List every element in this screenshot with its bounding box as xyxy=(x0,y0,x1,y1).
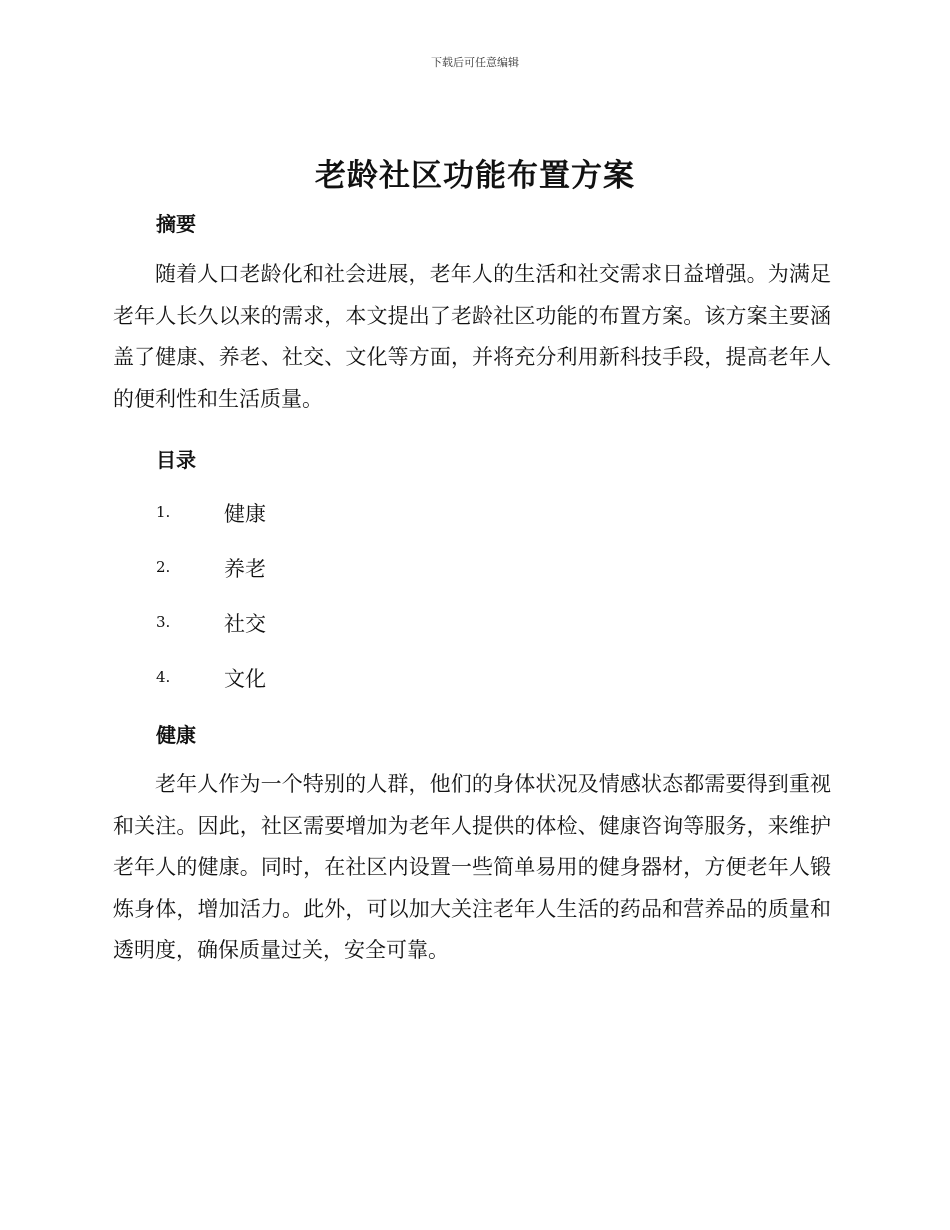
toc-item-number: 1. xyxy=(156,503,171,521)
toc-item-number: 2. xyxy=(156,558,171,576)
health-heading: 健康 xyxy=(156,723,196,747)
page-header: 下载后可任意编辑 xyxy=(431,56,519,69)
toc-item xyxy=(156,663,556,693)
abstract-heading: 摘要 xyxy=(156,212,196,236)
toc-item xyxy=(156,553,556,583)
toc-item xyxy=(156,498,556,528)
toc-item-label: 健康 xyxy=(224,502,266,526)
toc-item-label: 社交 xyxy=(224,612,266,636)
health-paragraph: 老年人作为一个特别的人群，他们的身体状况及情感状态都需要得到重视和关注。因此，社区需要增加为老年人提供的体检、健康咨询等服务，来维护老年人的健康。同时，在社区内设置一些简单易用的健身器材，方便老年人锻炼身体，增加活力。此外，可以加大关注老年人生活的药品和营养品的质量和透明度，确保质量过关，安全可靠。 xyxy=(113,772,831,962)
document-title: 老龄社区功能布置方案 xyxy=(315,158,635,194)
toc-item-number: 4. xyxy=(156,668,171,686)
toc-item-label: 文化 xyxy=(224,667,266,691)
toc-item-number: 3. xyxy=(156,613,171,631)
toc-item xyxy=(156,608,556,638)
abstract-paragraph: 随着人口老龄化和社会进展，老年人的生活和社交需求日益增强。为满足老年人长久以来的需求，本文提出了老龄社区功能的布置方案。该方案主要涵盖了健康、养老、社交、文化等方面，并将充分利用新科技手段，提高老年人的便利性和生活质量。 xyxy=(113,262,831,411)
toc-item-label: 养老 xyxy=(224,557,266,581)
toc-heading: 目录 xyxy=(156,448,196,472)
